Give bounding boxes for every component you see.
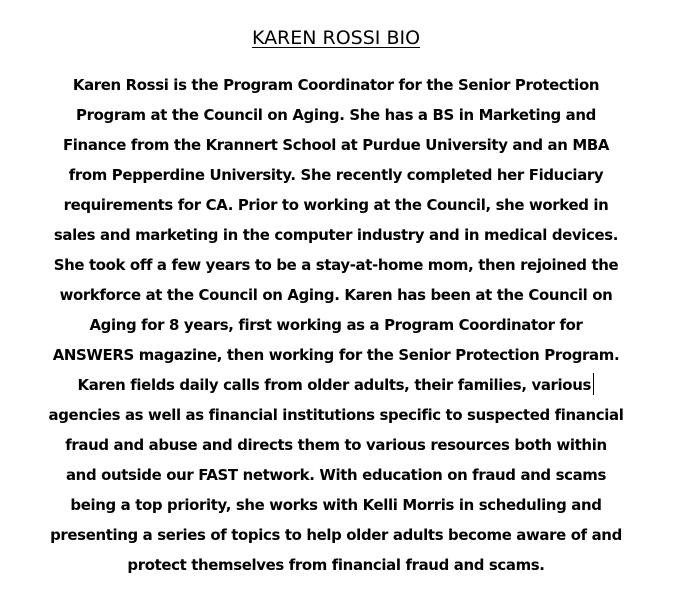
bio-line-text: Karen Rossi is the Program Coordinator for the Senior Protection	[72, 76, 600, 94]
bio-line	[0, 190, 672, 220]
bio-line-text: from Pepperdine University. She recently completed her Fiduciary	[68, 166, 604, 184]
bio-paragraph[interactable]	[0, 70, 672, 580]
bio-line	[0, 160, 672, 190]
bio-line	[0, 220, 672, 250]
bio-line	[0, 520, 672, 550]
bio-line	[0, 430, 672, 460]
bio-line	[0, 370, 672, 400]
bio-line-text: being a top priority, she works with Kelli Morris in scheduling and	[70, 496, 602, 514]
bio-line	[0, 250, 672, 280]
bio-line	[0, 70, 672, 100]
bio-line	[0, 280, 672, 310]
bio-line-text: Karen fields daily calls from older adults, their families, various	[77, 376, 591, 394]
bio-line-text: fraud and abuse and directs them to various resources both within	[65, 436, 607, 454]
bio-line-text: She took off a few years to be a stay-at-home mom, then rejoined the	[53, 256, 619, 274]
bio-line-text: workforce at the Council on Aging. Karen has been at the Council on	[59, 286, 613, 304]
bio-line	[0, 490, 672, 520]
bio-line-text: ANSWERS magazine, then working for the Senior Protection Program.	[52, 346, 620, 364]
bio-line-text: presenting a series of topics to help older adults become aware of and	[50, 526, 622, 544]
bio-line-text: Finance from the Krannert School at Purdue University and an MBA	[62, 136, 610, 154]
bio-line-text: agencies as well as financial institutions specific to suspected financial	[48, 406, 624, 424]
bio-line-text: requirements for CA. Prior to working at the Council, she worked in	[63, 196, 609, 214]
bio-line	[0, 550, 672, 580]
bio-line-text: sales and marketing in the computer industry and in medical devices.	[53, 226, 619, 244]
bio-line	[0, 460, 672, 490]
bio-line	[0, 340, 672, 370]
document-title: KAREN ROSSI BIO	[251, 27, 421, 49]
bio-line-text: Program at the Council on Aging. She has a BS in Marketing and	[76, 106, 596, 124]
text-cursor	[593, 373, 595, 395]
bio-line-text: and outside our FAST network. With education on fraud and scams	[65, 466, 607, 484]
bio-line-text: Aging for 8 years, first working as a Program Coordinator for	[89, 316, 583, 334]
bio-line	[0, 130, 672, 160]
bio-line	[0, 310, 672, 340]
bio-line	[0, 100, 672, 130]
bio-line	[0, 400, 672, 430]
bio-line-text: protect themselves from financial fraud and scams.	[127, 556, 545, 574]
